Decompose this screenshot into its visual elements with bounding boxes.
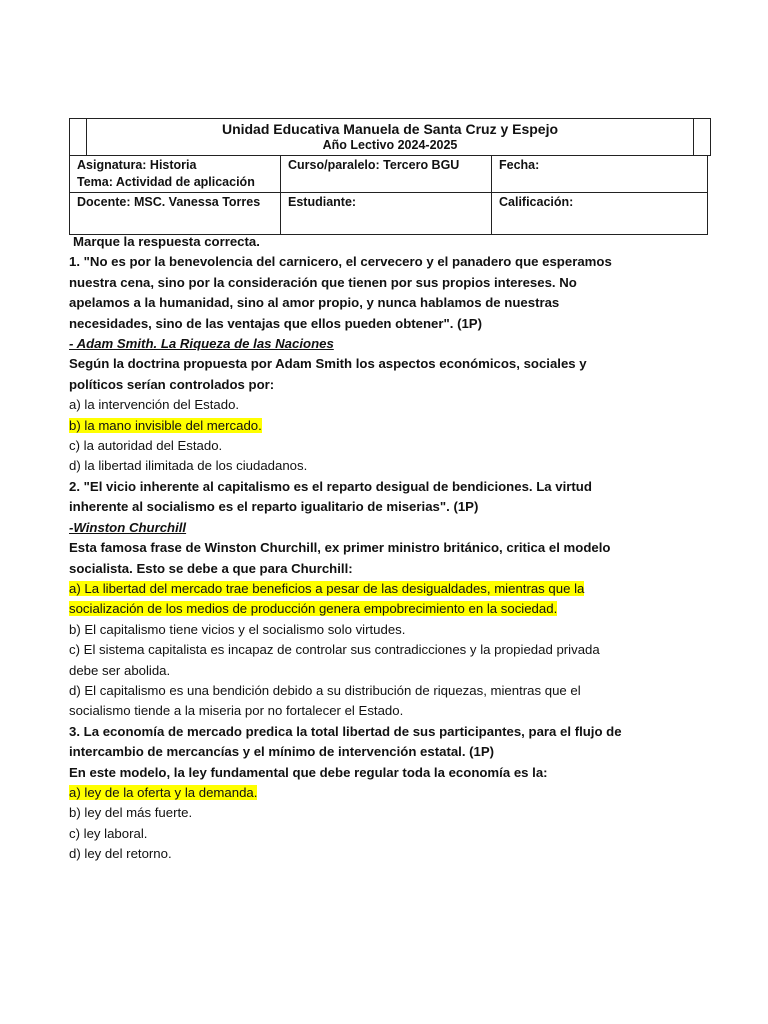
date-label: Fecha: <box>499 158 540 172</box>
topic-label: Tema: Actividad de aplicación <box>77 175 255 189</box>
grade-label: Calificación: <box>499 195 574 209</box>
question-1-prompt-line: Según la doctrina propuesta por Adam Smith los aspectos económicos, sociales y <box>69 356 587 372</box>
option-text-correct: a) La libertad del mercado trae beneficios a pesar de las desigualdades, mientras que la <box>69 580 585 596</box>
student-label: Estudiante: <box>288 195 357 209</box>
question-1-prompt-line: políticos serían controlados por: <box>69 376 275 392</box>
option-text: c) El sistema capitalista es incapaz de controlar sus contradicciones y la propiedad privada <box>69 642 600 658</box>
school-name: Unidad Educativa Manuela de Santa Cruz y Espejo <box>221 121 559 137</box>
question-3-option-b[interactable] <box>69 803 709 823</box>
question-2-quote-line: 2. "El vicio inherente al capitalismo es el reparto desigual de bendiciones. La virtud <box>69 478 592 494</box>
option-text: c) la autoridad del Estado. <box>69 438 223 454</box>
option-text: d) la libertad ilimitada de los ciudadanos. <box>69 458 308 474</box>
question-1-quote-line: 1. "No es por la benevolencia del carnicero, el cervecero y el panadero que esperamos <box>69 254 612 270</box>
option-text: debe ser abolida. <box>69 662 171 678</box>
option-text: b) El capitalismo tiene vicios y el socialismo solo virtudes. <box>69 621 406 637</box>
course-cell <box>281 156 492 193</box>
question-1-option-a[interactable] <box>69 395 709 415</box>
question-3-option-d[interactable] <box>69 844 709 864</box>
teacher-cell <box>70 193 281 235</box>
course-label: Curso/paralelo: Tercero BGU <box>288 158 460 172</box>
question-2-option-a[interactable] <box>69 579 709 620</box>
question-3 <box>69 722 709 865</box>
option-text-correct: a) ley de la oferta y la demanda. <box>69 784 258 800</box>
date-cell <box>492 156 708 193</box>
question-2-option-b[interactable] <box>69 620 709 640</box>
teacher-label: Docente: MSC. Vanessa Torres <box>77 195 261 209</box>
option-text: b) ley del más fuerte. <box>69 805 193 821</box>
question-1-option-b[interactable] <box>69 416 709 436</box>
question-1-quote-line: necesidades, sino de las ventajas que ellos pueden obtener". (1P) <box>69 315 482 331</box>
question-1-option-d[interactable] <box>69 456 709 476</box>
question-2 <box>69 477 709 722</box>
quiz-content <box>69 232 709 865</box>
school-year: Año Lectivo 2024-2025 <box>322 138 458 152</box>
instruction-text: Marque la respuesta correcta. <box>73 234 260 249</box>
question-1-option-c[interactable] <box>69 436 709 456</box>
question-2-quote-line: inherente al socialismo es el reparto igualitario de miserias". (1P) <box>69 499 479 515</box>
question-2-option-d[interactable] <box>69 681 709 722</box>
question-2-prompt-line: Esta famosa frase de Winston Churchill, ex primer ministro británico, critica el modelo <box>69 540 611 556</box>
question-1 <box>69 252 709 476</box>
question-3-prompt-line: En este modelo, la ley fundamental que debe regular toda la economía es la: <box>69 764 548 780</box>
question-2-prompt-line: socialista. Esto se debe a que para Churchill: <box>69 560 353 576</box>
option-text-correct: b) la mano invisible del mercado. <box>69 417 262 433</box>
option-text-correct: socialización de los medios de producción genera empobrecimiento en la sociedad. <box>69 601 558 617</box>
option-text: d) El capitalismo es una bendición debido a su distribución de riquezas, mientras que el <box>69 682 581 698</box>
option-text: a) la intervención del Estado. <box>69 397 240 413</box>
question-1-quote-line: apelamos a la humanidad, sino al amor propio, y nunca hablamos de nuestras <box>69 295 560 311</box>
option-text: c) ley laboral. <box>69 825 148 841</box>
question-2-option-c[interactable] <box>69 640 709 681</box>
student-cell <box>281 193 492 235</box>
question-2-author: -Winston Churchill <box>69 519 187 535</box>
question-3-quote-line: 3. La economía de mercado predica la total libertad de sus participantes, para el flujo de <box>69 723 622 739</box>
question-3-option-a[interactable] <box>69 783 709 803</box>
option-text: d) ley del retorno. <box>69 846 172 862</box>
question-3-option-c[interactable] <box>69 824 709 844</box>
question-1-quote-line: nuestra cena, sino por la consideración que tienen por sus propios intereses. No <box>69 274 577 290</box>
subject-label: Asignatura: Historia <box>77 158 197 172</box>
grade-cell <box>492 193 708 235</box>
question-1-author: - Adam Smith. La Riqueza de las Naciones <box>69 336 334 352</box>
school-header <box>69 118 711 156</box>
question-3-quote-line: intercambio de mercancías y el mínimo de intervención estatal. (1P) <box>69 744 495 760</box>
info-table <box>69 155 708 235</box>
subject-cell <box>70 156 281 193</box>
option-text: socialismo tiende a la miseria por no fortalecer el Estado. <box>69 703 404 719</box>
